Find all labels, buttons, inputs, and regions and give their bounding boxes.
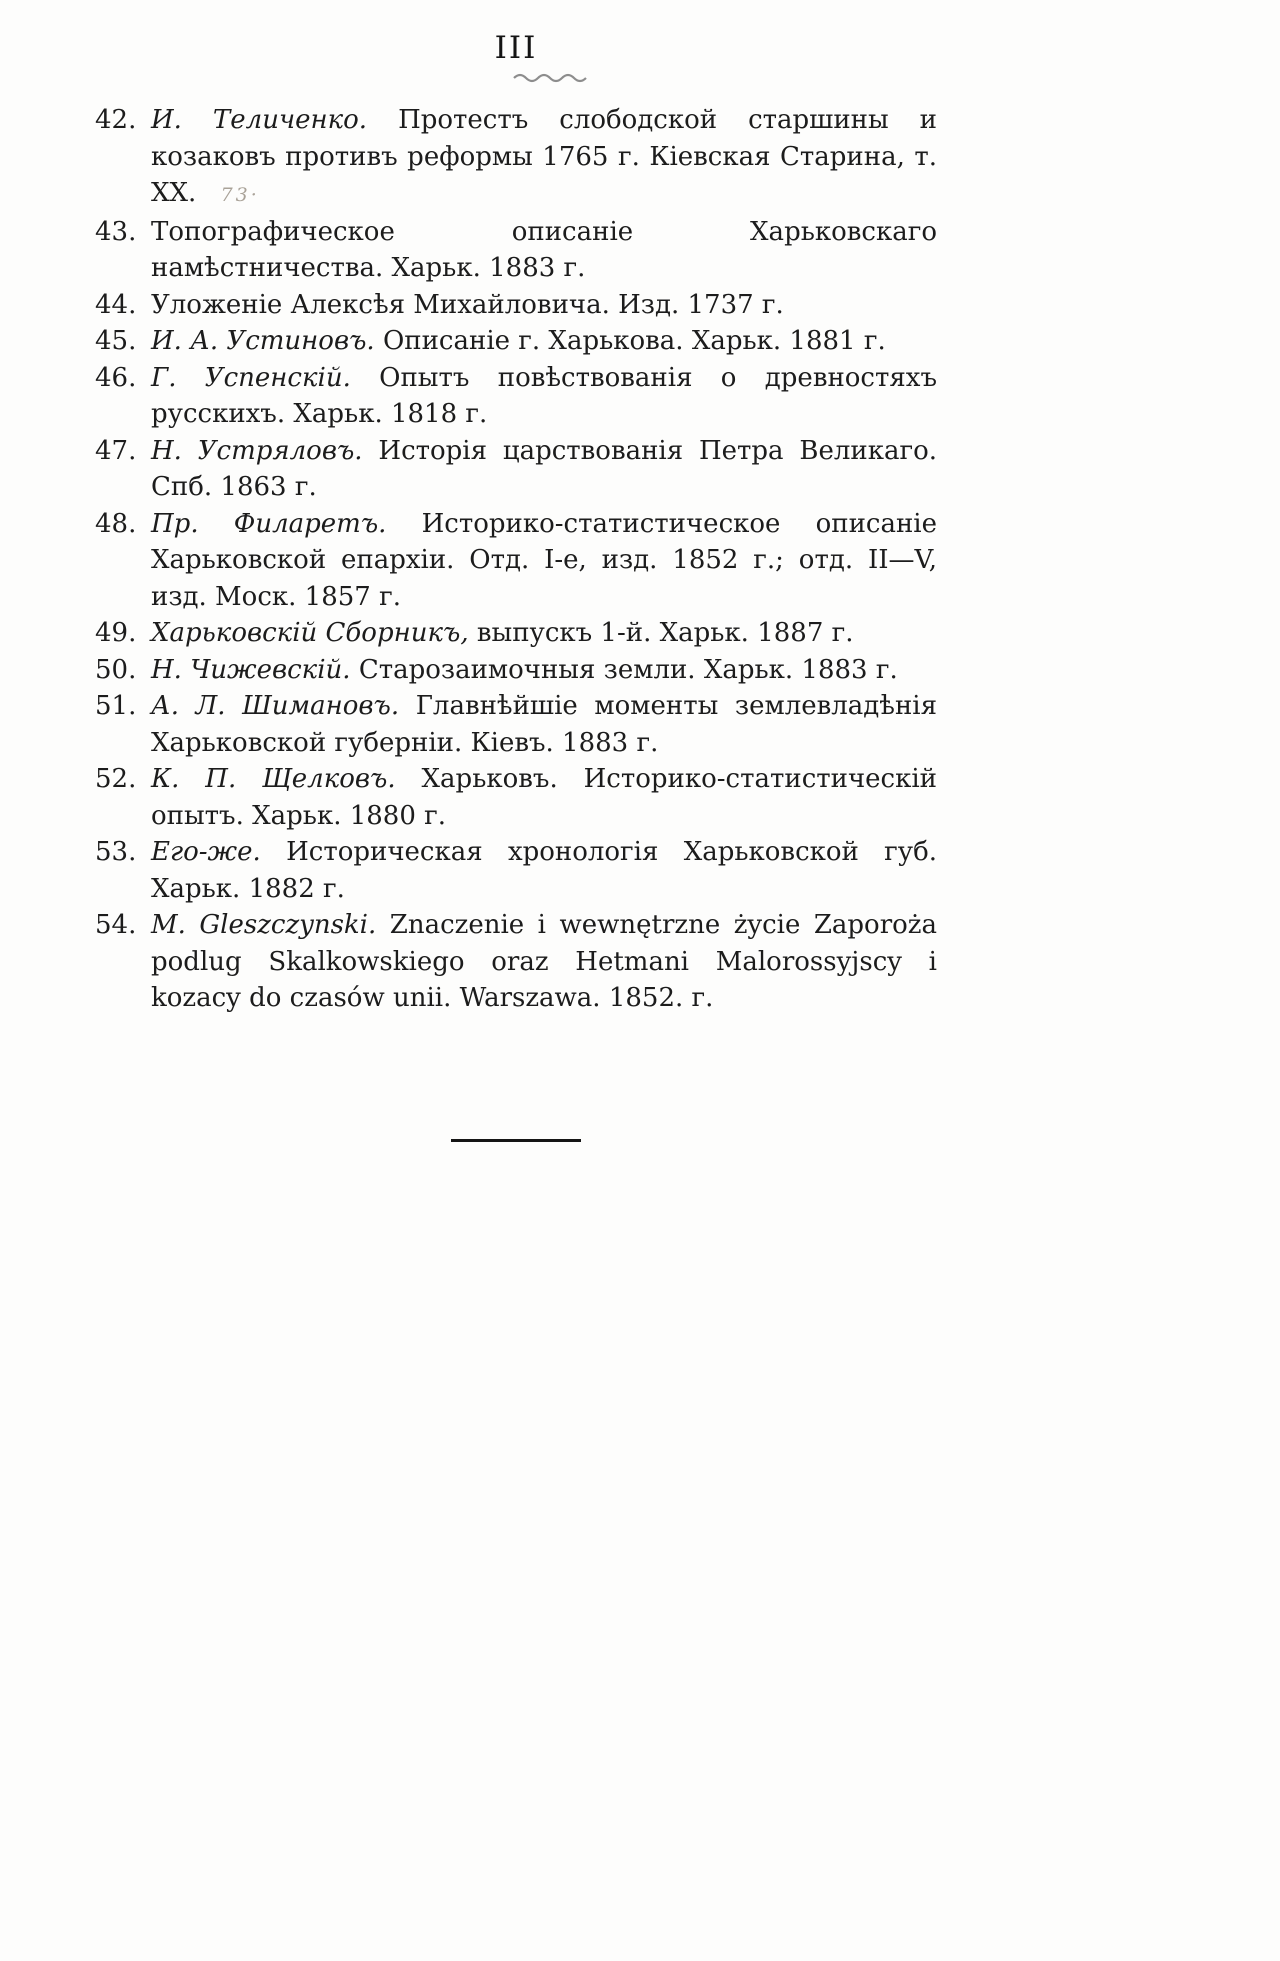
bibliography-entry (95, 506, 937, 616)
entry-number: 46. (95, 362, 137, 393)
entry-author: Н. Устряловъ. (151, 435, 363, 466)
entry-author: Его-же. (151, 837, 261, 867)
pencil-mark-artifact: 73· (220, 184, 260, 206)
page-number: III (494, 30, 538, 66)
entry-text: Протестъ слободской старшины и козаковъ противъ реформы 1765 г. Кіевская Старина, т. XX. (151, 105, 937, 208)
bibliography-entry (95, 102, 937, 214)
bibliography-entry (95, 433, 937, 506)
entry-text: Историческая хронологія Харьковской губ. Харьк. 1882 г. (151, 837, 938, 904)
scanned-page (95, 30, 937, 1142)
bibliography-entry (95, 907, 937, 1017)
entry-author: И. А. Устиновъ. (151, 326, 375, 356)
bibliography-entry (95, 323, 937, 360)
entry-number: 49. (95, 618, 137, 648)
bibliography-entry (95, 287, 937, 324)
entry-number: 52. (95, 764, 137, 794)
bibliography-list (95, 102, 937, 1017)
entry-author: M. Gleszczynski. (151, 910, 377, 940)
entry-author: Н. Чижевскій. (151, 654, 351, 685)
bibliography-entry (95, 688, 937, 761)
entry-text: Znaczenie i wewnętrzne życie Zaporoża podlug Skalkowskiego oraz Hetmani Malorossyjscy i kozacy do czasów unii. Warszawa. 1852. г. (151, 910, 937, 1013)
bibliography-entry (95, 360, 937, 433)
bibliography-entry (95, 615, 937, 652)
entry-text: Главнѣйшіе моменты землевладѣнія Харьковской губерніи. Кіевъ. 1883 г. (151, 691, 937, 758)
bibliography-entry (95, 834, 937, 907)
entry-number: 44. (95, 289, 137, 320)
entry-text: Старозаимочныя земли. Харьк. 1883 г. (358, 654, 898, 685)
entry-number: 53. (95, 837, 137, 867)
entry-number: 47. (95, 435, 137, 466)
entry-text: Исторія царствованія Петра Великаго. Спб. 1863 г. (151, 435, 937, 502)
entry-author: А. Л. Шимановъ. (151, 691, 400, 721)
entry-text: выпускъ 1-й. Харьк. 1887 г. (476, 618, 854, 648)
entry-number: 50. (95, 654, 137, 685)
underline-squiggle-artifact (512, 70, 590, 84)
entry-number: 54. (95, 910, 137, 940)
bibliography-entry (95, 214, 937, 287)
entry-text: Уложеніе Алексѣя Михайловича. Изд. 1737 г. (151, 289, 784, 320)
entry-number: 51. (95, 691, 137, 721)
entry-number: 45. (95, 326, 137, 356)
entry-text: Историко-статистическое описаніе Харьковской епархіи. Отд. I-е, изд. 1852 г.; отд. II—V, изд. Моск. 1857 г. (151, 508, 938, 612)
entry-number: 43. (95, 216, 137, 247)
entry-author: И. Теличенко. (151, 105, 368, 135)
entry-number: 48. (95, 508, 137, 539)
bibliography-entry (95, 652, 937, 689)
entry-text: Топографическое описаніе Харьковскаго намѣстничества. Харьк. 1883 г. (151, 216, 937, 283)
entry-text: Харьковъ. Историко-статистическій опытъ. Харьк. 1880 г. (151, 764, 938, 831)
entry-author: К. П. Щелковъ. (151, 764, 396, 794)
entry-number: 42. (95, 105, 137, 135)
page-header (95, 30, 937, 102)
entry-text: Опытъ повѣствованія о древностяхъ русскихъ. Харьк. 1818 г. (151, 362, 937, 429)
entry-author: Пр. Филаретъ. (151, 508, 387, 539)
entry-author: Г. Успенскій. (151, 362, 351, 393)
section-divider (451, 1139, 581, 1142)
entry-text: Описаніе г. Харькова. Харьк. 1881 г. (382, 326, 886, 356)
entry-author: Харьковскій Сборникъ, (151, 618, 469, 648)
bibliography-entry (95, 761, 937, 834)
